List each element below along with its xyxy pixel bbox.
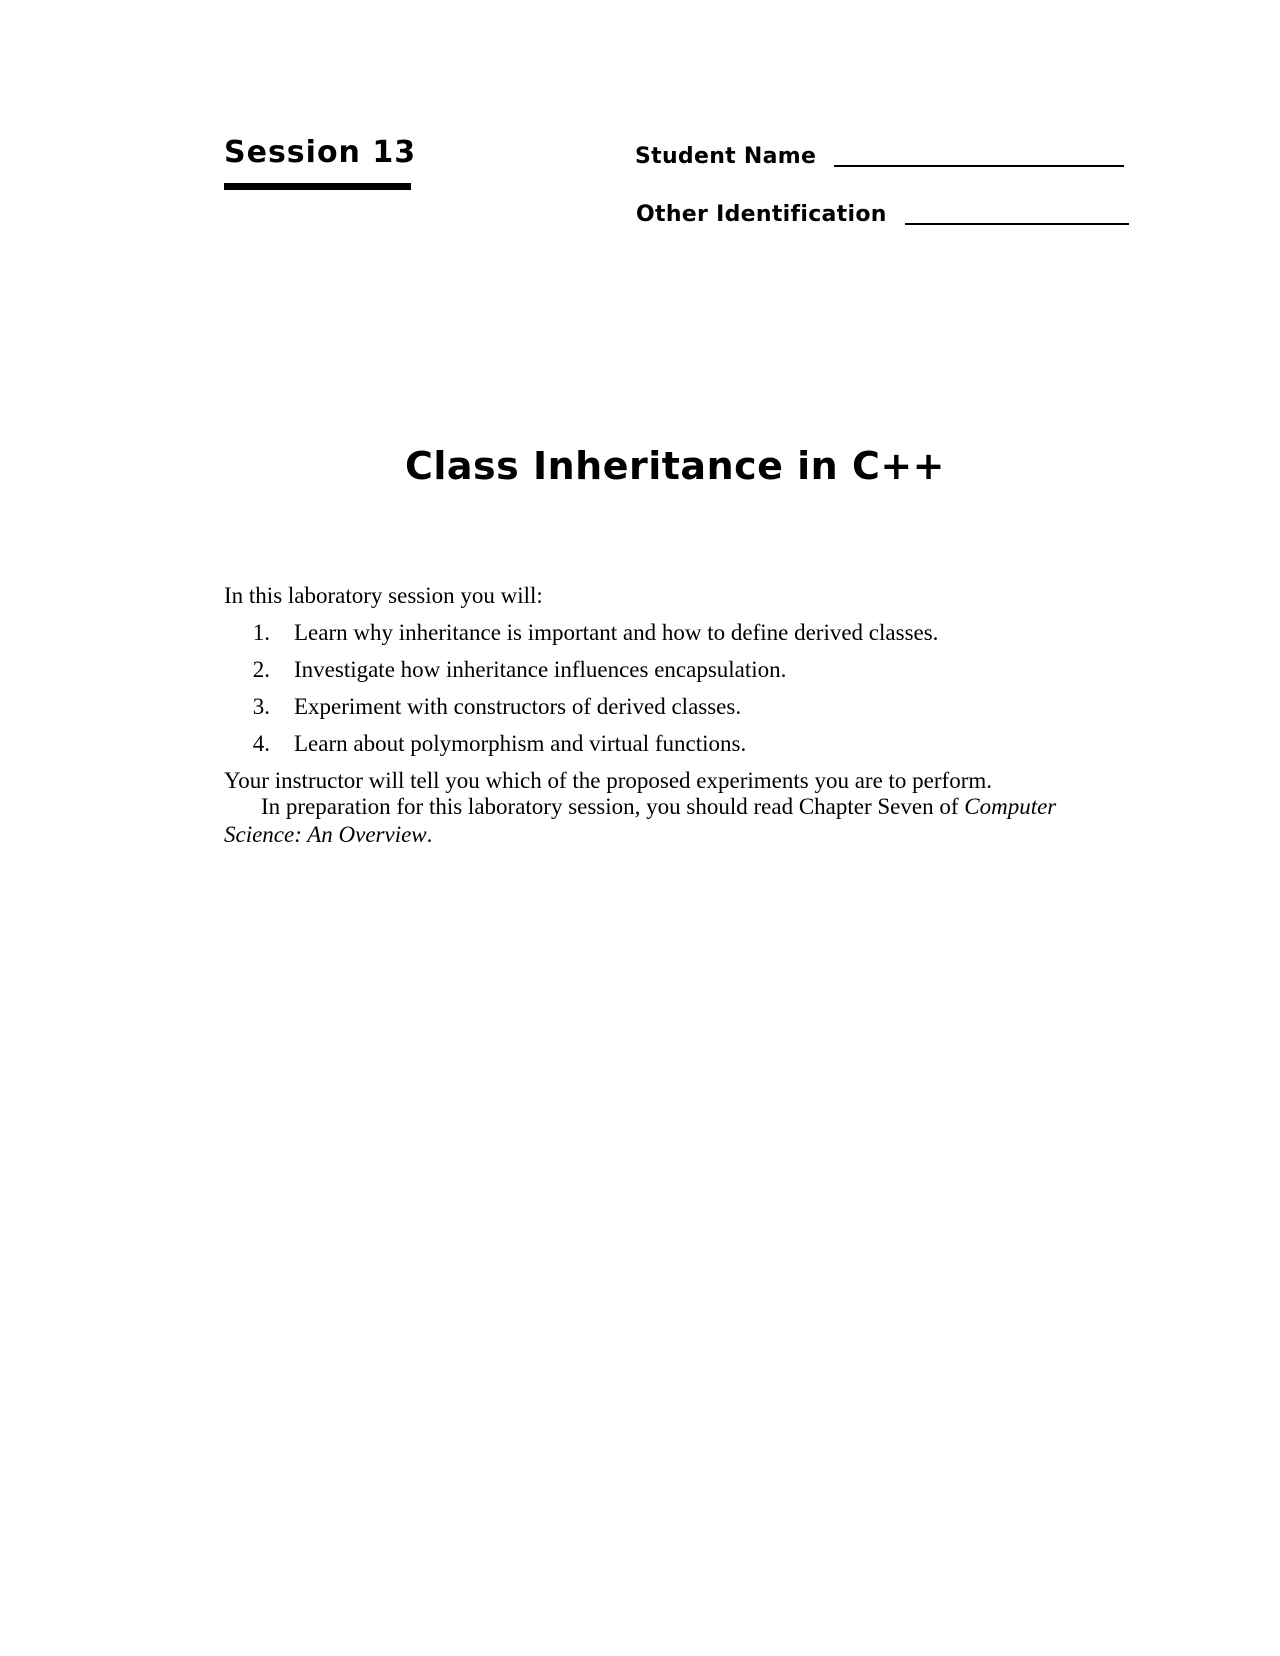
objective-number: 4. (252, 731, 270, 756)
other-identification-label: Other Identification (636, 202, 887, 227)
student-name-label: Student Name (635, 144, 817, 169)
preparation-lead: In preparation for this laboratory session, you should read Chapter Seven of (261, 794, 965, 819)
objective-text: Experiment with constructors of derived classes. (294, 694, 742, 719)
session-label: Session 13 (224, 135, 417, 170)
list-item (224, 651, 1129, 688)
preparation-paragraph (224, 793, 1129, 849)
list-item (224, 725, 1129, 762)
objectives-list (224, 614, 1129, 762)
page-title: Class Inheritance in C++ (404, 444, 946, 488)
list-item (224, 688, 1129, 725)
student-name-row (635, 146, 1124, 168)
objective-number: 1. (252, 620, 270, 645)
instructor-note: Your instructor will tell you which of the proposed experiments you are to perform. (224, 768, 993, 793)
student-name-blank[interactable] (834, 165, 1124, 167)
other-identification-row (636, 204, 1129, 226)
session-underline-rule (224, 183, 411, 190)
objective-text: Learn why inheritance is important and how to define derived classes. (294, 620, 939, 645)
preparation-tail: . (426, 822, 433, 847)
other-identification-blank[interactable] (905, 223, 1129, 225)
session-body (224, 577, 1129, 849)
objective-number: 3. (252, 694, 270, 719)
list-item (224, 614, 1129, 651)
objective-text: Learn about polymorphism and virtual functions. (294, 731, 747, 756)
objective-text: Investigate how inheritance influences encapsulation. (294, 657, 787, 682)
book-title: Computer Science: An Overview (224, 794, 1057, 847)
intro-text: In this laboratory session you will: (224, 583, 543, 608)
objective-number: 2. (252, 657, 270, 682)
